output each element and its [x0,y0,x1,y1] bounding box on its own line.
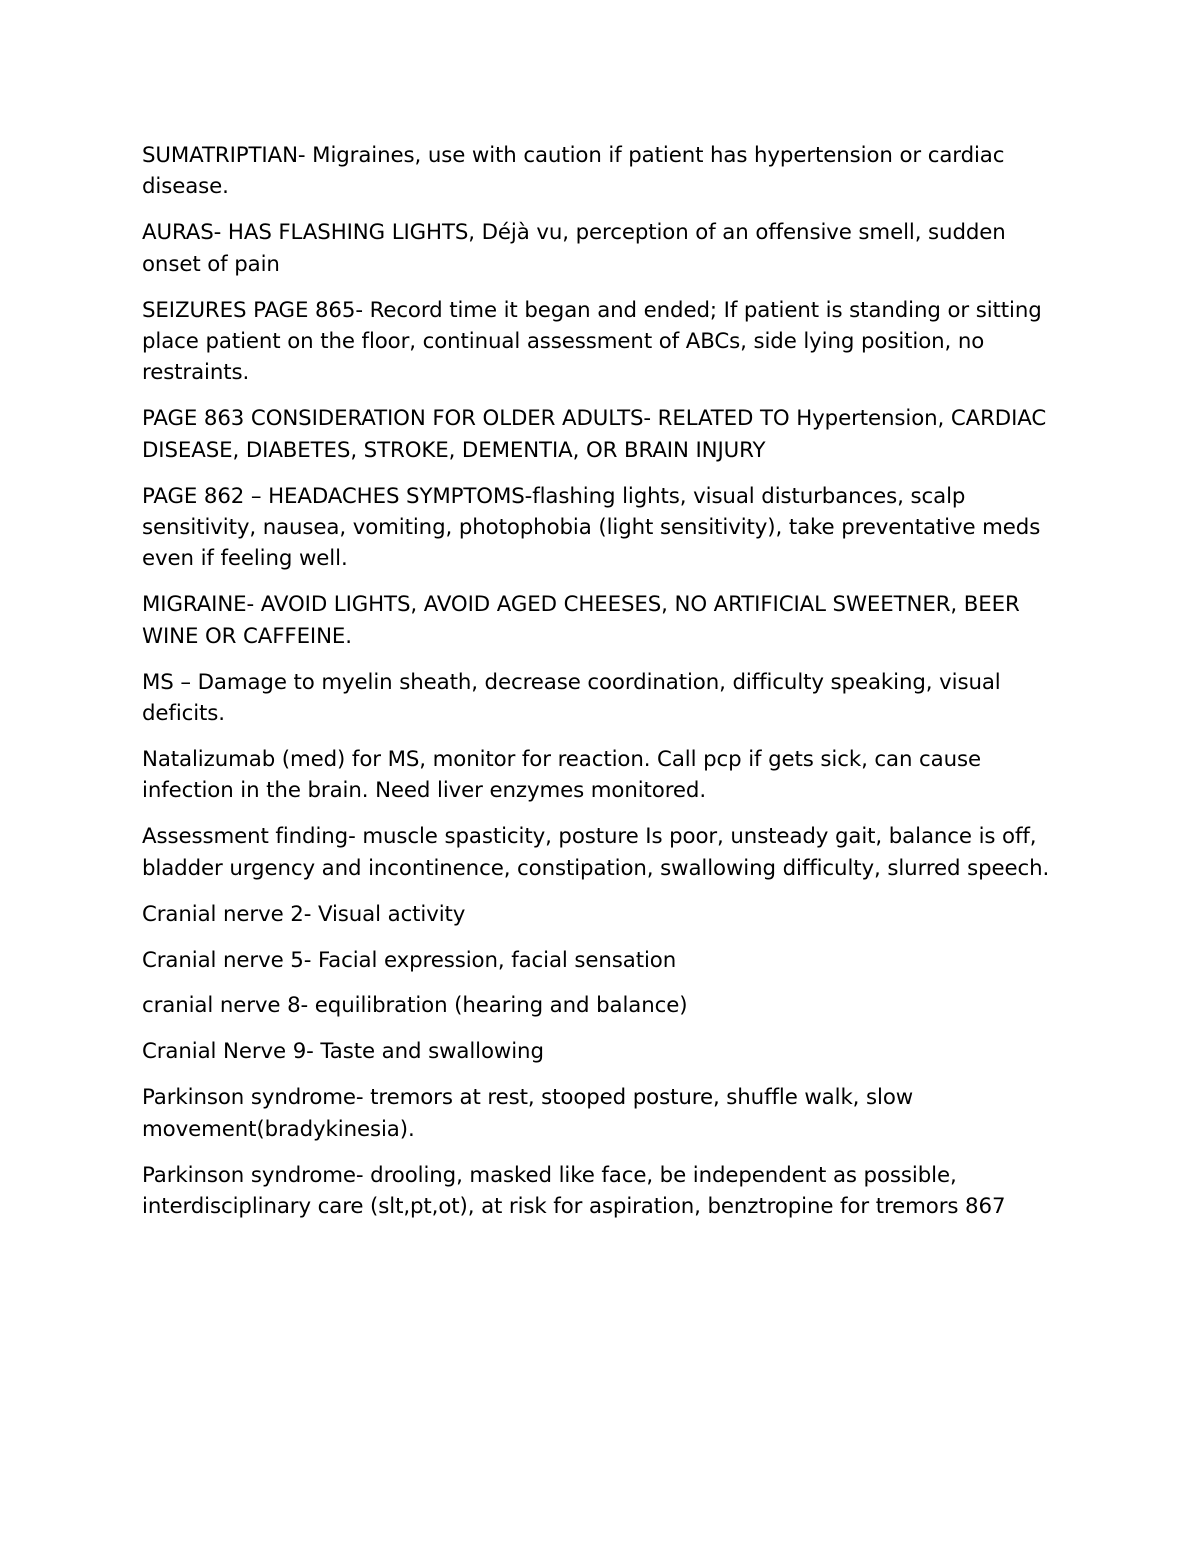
paragraph-migraine: MIGRAINE- AVOID LIGHTS, AVOID AGED CHEESES, NO ARTIFICIAL SWEETNER, BEER WINE OR CAFFEINE. [142,592,1020,649]
paragraph-headaches: PAGE 862 – HEADACHES SYMPTOMS-flashing lights, visual disturbances, scalp sensitivity, nausea, vomiting, photophobia (light sensitivity), take preventative meds even if feeling well. [142,483,1041,572]
paragraph-cranial-nerve-2: Cranial nerve 2- Visual activity [142,901,466,927]
paragraph-older-adults: PAGE 863 CONSIDERATION FOR OLDER ADULTS- RELATED TO Hypertension, CARDIAC DISEASE, DIABETES, STROKE, DEMENTIA, OR BRAIN INJURY [142,406,1047,463]
paragraph-assessment: Assessment finding- muscle spasticity, posture Is poor, unsteady gait, balance is off, bladder urgency and incontinence, constipation, swallowing difficulty, slurred speech. [142,824,1050,881]
paragraph-ms: MS – Damage to myelin sheath, decrease coordination, difficulty speaking, visual deficits. [142,669,1001,727]
paragraph-parkinson-1: Parkinson syndrome- tremors at rest, stooped posture, shuffle walk, slow movement(bradykinesia). [142,1085,914,1142]
paragraph-natalizumab: Natalizumab (med) for MS, monitor for reaction. Call pcp if gets sick, can cause infection in the brain. Need liver enzymes monitored. [142,747,981,804]
paragraph-auras: AURAS- HAS FLASHING LIGHTS, Déjà vu, perception of an offensive smell, sudden onset of pain [142,220,1006,277]
paragraph-sumatriptan: SUMATRIPTIAN- Migraines, use with caution if patient has hypertension or cardiac disease. [142,143,1005,200]
paragraph-cranial-nerve-9: Cranial Nerve 9- Taste and swallowing [142,1039,544,1065]
paragraph-cranial-nerve-8: cranial nerve 8- equilibration (hearing and balance) [142,993,688,1019]
paragraph-parkinson-2: Parkinson syndrome- drooling, masked like face, be independent as possible, interdisciplinary care (slt,pt,ot), at risk for aspiration, benztropine for tremors 867 [142,1162,1006,1219]
document-body [142,140,1067,1237]
paragraph-cranial-nerve-5: Cranial nerve 5- Facial expression, facial sensation [142,947,677,973]
paragraph-seizures: SEIZURES PAGE 865- Record time it began and ended; If patient is standing or sitting place patient on the floor, continual assessment of ABCs, side lying position, no restraints. [142,297,1042,386]
